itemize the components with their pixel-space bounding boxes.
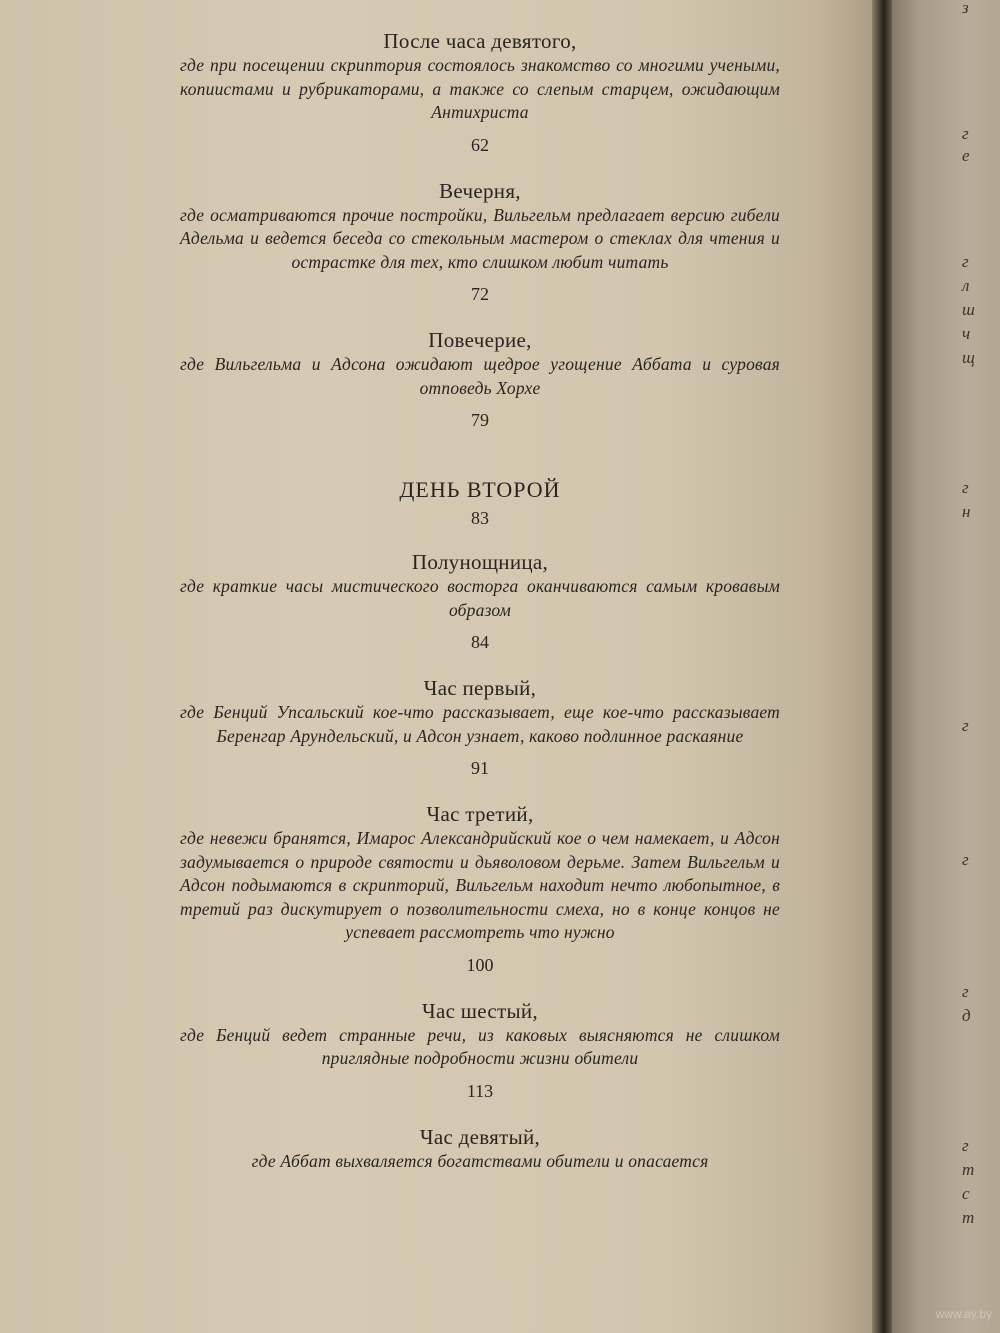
right-page-fragment: т bbox=[962, 1208, 975, 1227]
toc-entry-description: где Вильгельма и Адсона ожидают щедрое угощение Аббата и суровая отповедь Хорхе bbox=[180, 354, 780, 398]
toc-entry bbox=[180, 801, 780, 976]
right-page-fragment: з bbox=[962, 0, 969, 17]
book-gutter bbox=[872, 0, 892, 1333]
toc-entry-description: где невежи бранятся, Имарос Александрийский кое о чем намекает, и Адсон задумывается о природе святости и дьяволовом дерьме. Затем Вильгельм и Адсон подымаются в скрипторий, Вильгельм находит нечто любопытное, в третий раз дискутирует о позволительности смеха, но в конце концов не успевает рассмотреть что нужно bbox=[180, 828, 780, 942]
toc-entry bbox=[180, 327, 780, 431]
toc-entry-title: Час третий, bbox=[426, 802, 534, 826]
toc-entry-title: Час девятый, bbox=[419, 1124, 541, 1149]
right-page-fragment: г bbox=[962, 982, 969, 1001]
toc-entry-page-number: 91 bbox=[471, 758, 489, 778]
right-page-fragment: г bbox=[962, 850, 969, 869]
toc-entry-description: где краткие часы мистического восторга оканчиваются самым кровавым образом bbox=[180, 576, 780, 620]
right-page-fragment: щ bbox=[962, 348, 975, 367]
toc-entry-title: Повечерие, bbox=[428, 328, 532, 352]
right-page-fragment: д bbox=[962, 1006, 971, 1025]
toc-entry-description: где Бенций Упсальский кое-что рассказывает, еще кое-что рассказывает Беренгар Арундельский, и Адсон узнает, каково подлинное раскаяние bbox=[180, 702, 780, 746]
toc-entry-page-number: 62 bbox=[471, 134, 489, 155]
toc-entry bbox=[180, 549, 780, 653]
table-of-contents bbox=[180, 28, 780, 1173]
toc-entry bbox=[180, 998, 780, 1102]
right-page-fragment: с bbox=[962, 1184, 970, 1203]
day-heading: ДЕНЬ ВТОРОЙ bbox=[399, 477, 561, 502]
right-page-fragment: г bbox=[962, 1136, 969, 1155]
toc-entry-title: Полунощница, bbox=[411, 550, 549, 574]
toc-entry-description: где осматриваются прочие постройки, Вильгельм предлагает версию гибели Адельма и ведется беседа со стекольным мастером о стеклах для чтения и острастке для тех, кто слишком любит читать bbox=[180, 204, 780, 272]
right-page-fragment: н bbox=[962, 502, 971, 521]
watermark: www.ay.by bbox=[935, 1307, 992, 1321]
toc-entry-title: После часа девятого, bbox=[383, 29, 577, 53]
right-page-fragment: т bbox=[962, 1160, 975, 1179]
right-page-fragment: ч bbox=[962, 324, 971, 343]
toc-entry bbox=[180, 178, 780, 306]
day-heading-page-number: 83 bbox=[471, 508, 489, 528]
toc-entry bbox=[180, 1124, 780, 1174]
toc-entry-title: Час шестый, bbox=[422, 998, 538, 1023]
right-page-fragment: е bbox=[962, 146, 970, 165]
toc-entry bbox=[180, 675, 780, 779]
toc-entry-page-number: 113 bbox=[466, 1080, 494, 1101]
right-page-fragment: г bbox=[962, 124, 969, 143]
toc-entry-description: где при посещении скриптория состоялось знакомство со многими учеными, копиистами и рубрикаторами, а также со слепым старцем, ожидающим Антихриста bbox=[180, 55, 780, 122]
right-page-fragment: л bbox=[962, 276, 970, 295]
toc-entry-page-number: 72 bbox=[471, 284, 489, 304]
toc-entry-title: Час первый, bbox=[423, 676, 537, 700]
toc-entry-description: где Бенций ведет странные речи, из каковых выясняются не слишком приглядные подробности жизни обители bbox=[180, 1024, 780, 1068]
right-page-fragment: г bbox=[962, 478, 969, 497]
right-page bbox=[892, 0, 1000, 1333]
toc-entry-page-number: 84 bbox=[471, 632, 489, 652]
right-page-fragment: г bbox=[962, 716, 969, 735]
toc-entry-title: Вечерня, bbox=[439, 178, 521, 203]
toc-entry-page-number: 79 bbox=[471, 410, 489, 430]
toc-entry-description: где Аббат выхваляется богатствами обители и опасается bbox=[251, 1150, 709, 1171]
toc-entry-page-number: 100 bbox=[466, 954, 494, 975]
right-page-fragment: ш bbox=[962, 300, 975, 319]
right-page-fragment: г bbox=[962, 252, 969, 271]
toc-entry bbox=[180, 28, 780, 156]
